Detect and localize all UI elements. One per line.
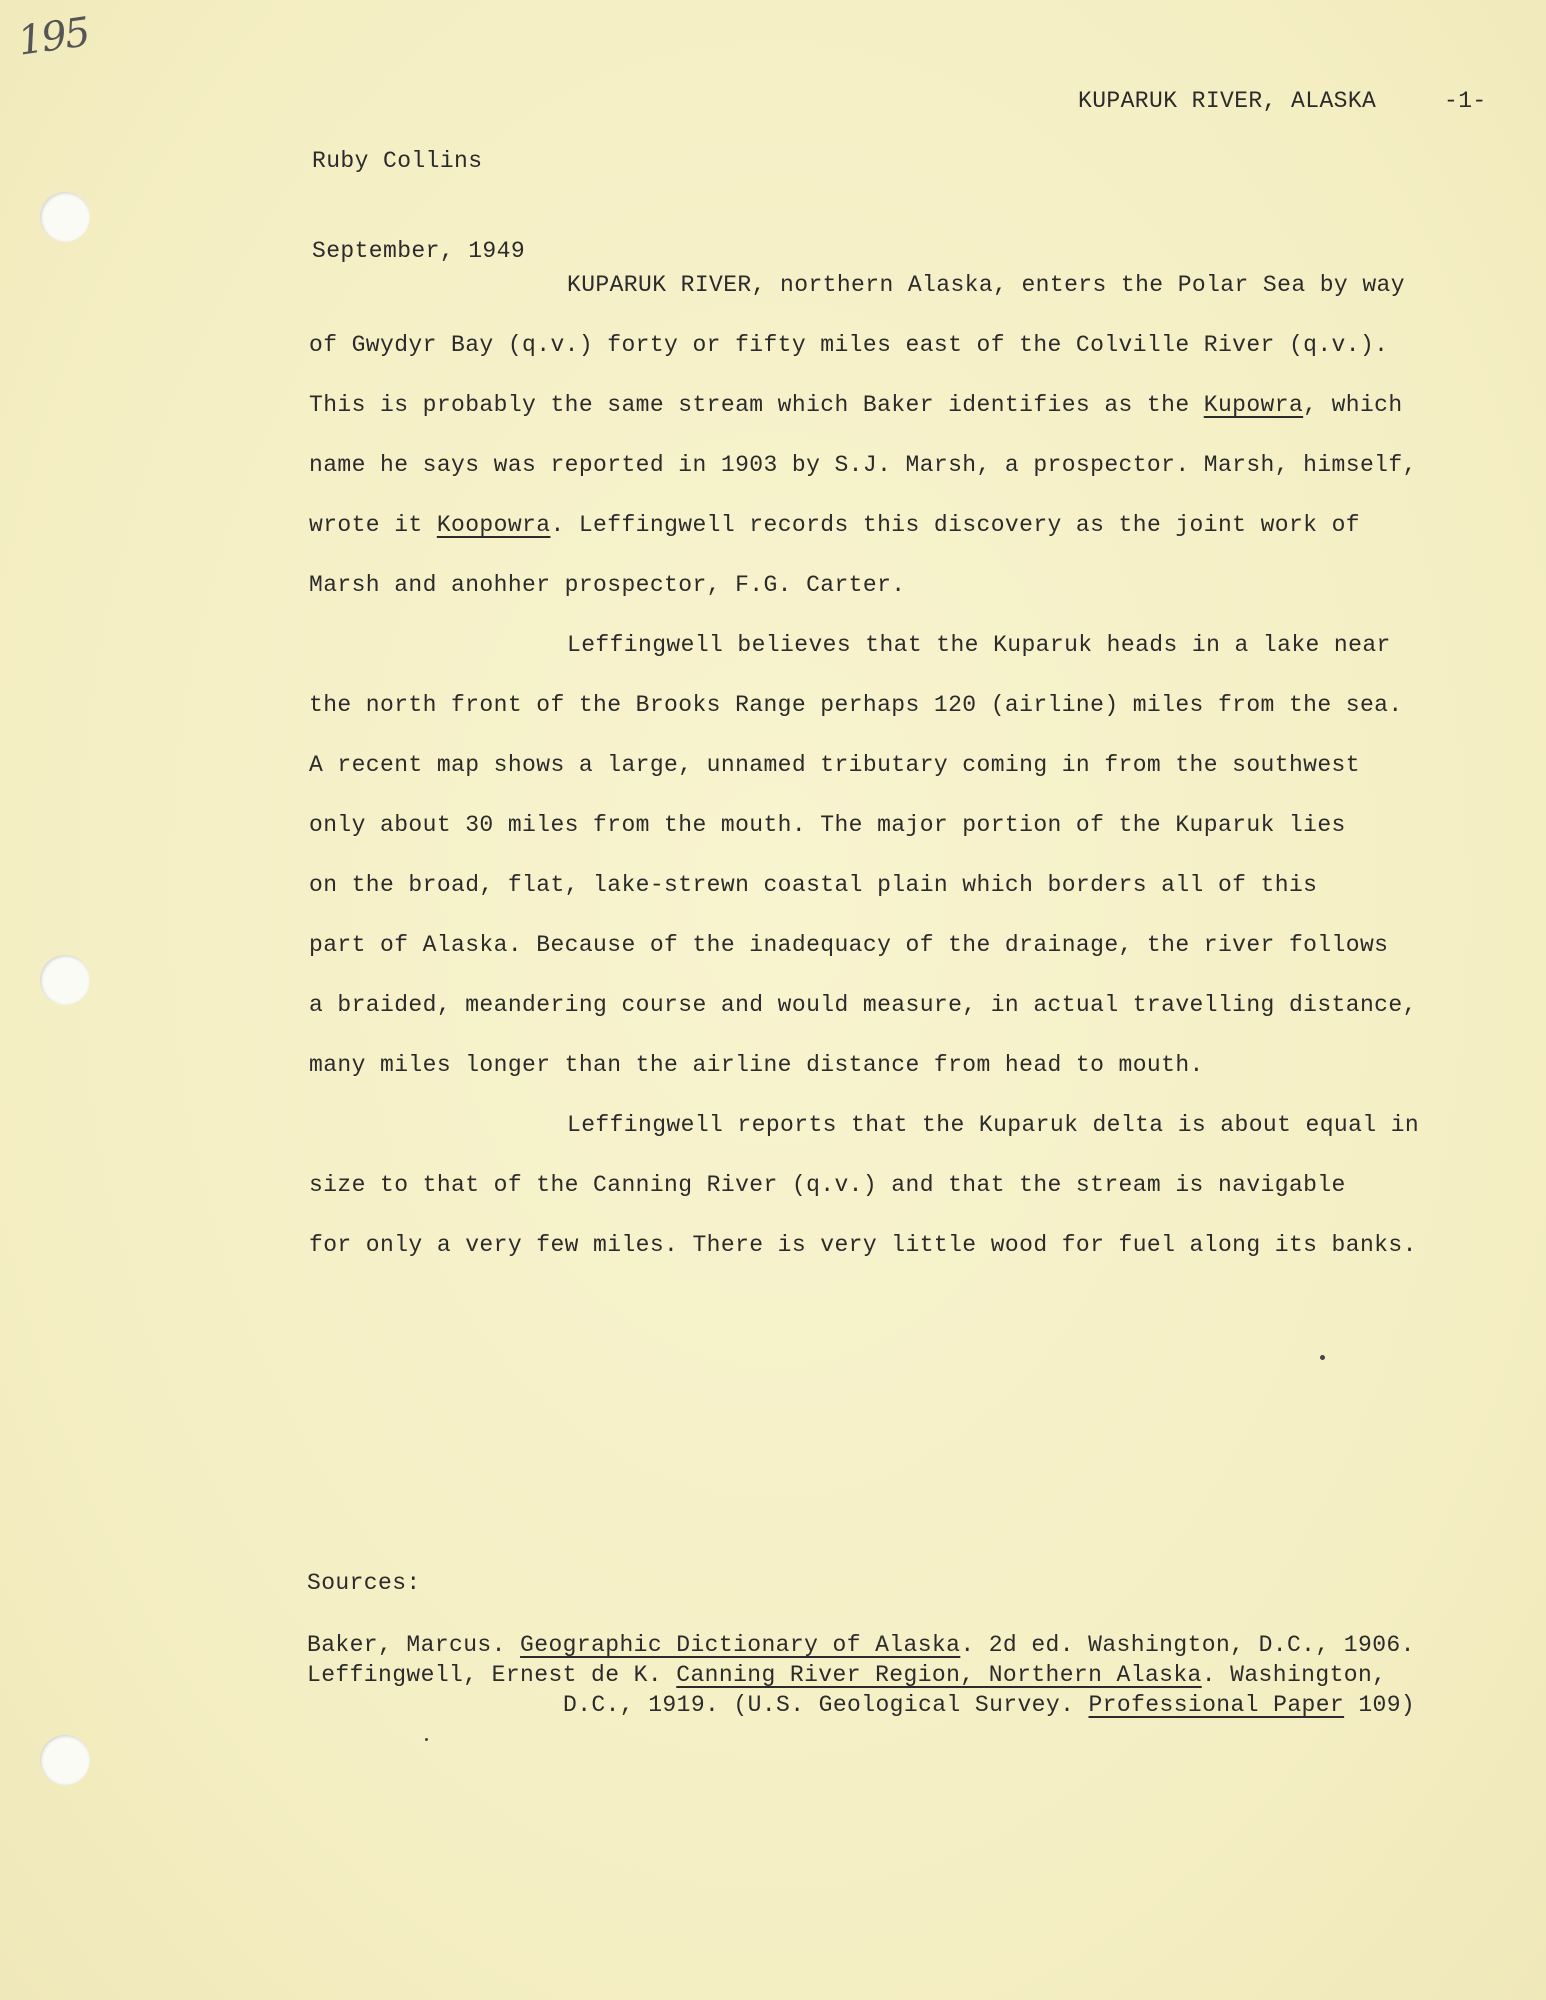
punch-hole bbox=[40, 192, 90, 242]
text-segment: , which bbox=[1303, 392, 1403, 418]
sources-heading: Sources: bbox=[307, 1570, 421, 1596]
text-segment: wrote it bbox=[309, 512, 437, 538]
body-line: part of Alaska. Because of the inadequacy of the drainage, the river follows bbox=[309, 932, 1389, 958]
body-line: Marsh and anohher prospector, F.G. Carter. bbox=[309, 572, 906, 598]
sources-list bbox=[307, 1630, 1415, 1720]
document-date: September, 1949 bbox=[312, 238, 526, 264]
body-line: KUPARUK RIVER, northern Alaska, enters the Polar Sea by way bbox=[567, 272, 1405, 298]
handwritten-page-number: 195 bbox=[15, 9, 92, 65]
text-segment: 109) bbox=[1344, 1692, 1416, 1718]
text-segment: . 2d ed. Washington, D.C., 1906. bbox=[960, 1632, 1415, 1658]
source-entry bbox=[307, 1660, 1415, 1690]
underlined-name: Kupowra bbox=[1203, 392, 1304, 418]
body-line: A recent map shows a large, unnamed tributary coming in from the southwest bbox=[309, 752, 1360, 778]
body-line: Leffingwell believes that the Kuparuk heads in a lake near bbox=[567, 632, 1391, 658]
body-line: the north front of the Brooks Range perhaps 120 (airline) miles from the sea. bbox=[309, 692, 1403, 718]
text-segment: Leffingwell, Ernest de K. bbox=[307, 1662, 677, 1688]
source-title: Canning River Region, Northern Alaska bbox=[676, 1662, 1202, 1688]
body-line: of Gwydyr Bay (q.v.) forty or fifty miles east of the Colville River (q.v.). bbox=[309, 332, 1389, 358]
text-segment: . Leffingwell records this discovery as the joint work of bbox=[550, 512, 1360, 538]
document-title: KUPARUK RIVER, ALASKA bbox=[1078, 88, 1377, 114]
punch-hole bbox=[40, 955, 90, 1005]
underlined-name: Koopowra bbox=[436, 512, 551, 538]
body-line: on the broad, flat, lake-strewn coastal plain which borders all of this bbox=[309, 872, 1318, 898]
author-name: Ruby Collins bbox=[312, 148, 483, 174]
series-title: Professional Paper bbox=[1088, 1692, 1345, 1718]
text-segment: D.C., 1919. (U.S. Geological Survey. bbox=[563, 1692, 1089, 1718]
source-title: Geographic Dictionary of Alaska bbox=[520, 1632, 961, 1658]
source-entry-continuation bbox=[307, 1690, 1415, 1720]
text-segment: . Washington, bbox=[1201, 1662, 1387, 1688]
ink-speck bbox=[1320, 1355, 1325, 1360]
body-line: many miles longer than the airline distance from head to mouth. bbox=[309, 1052, 1204, 1078]
body-line bbox=[309, 508, 1419, 568]
ink-speck bbox=[425, 1738, 428, 1741]
punch-hole bbox=[40, 1735, 90, 1785]
body-line bbox=[309, 388, 1419, 448]
body-line: Leffingwell reports that the Kuparuk delta is about equal in bbox=[567, 1112, 1420, 1138]
text-segment: Baker, Marcus. bbox=[307, 1632, 521, 1658]
body-line: only about 30 miles from the mouth. The major portion of the Kuparuk lies bbox=[309, 812, 1346, 838]
body-text bbox=[309, 268, 1419, 1288]
body-line: size to that of the Canning River (q.v.) and that the stream is navigable bbox=[309, 1172, 1346, 1198]
page-number: -1- bbox=[1444, 88, 1487, 114]
body-line: for only a very few miles. There is very little wood for fuel along its banks. bbox=[309, 1232, 1417, 1258]
body-line: a braided, meandering course and would measure, in actual travelling distance, bbox=[309, 992, 1417, 1018]
source-entry bbox=[307, 1630, 1415, 1660]
body-line: name he says was reported in 1903 by S.J. Marsh, a prospector. Marsh, himself, bbox=[309, 452, 1417, 478]
text-segment: This is probably the same stream which Baker identifies as the bbox=[309, 392, 1204, 418]
